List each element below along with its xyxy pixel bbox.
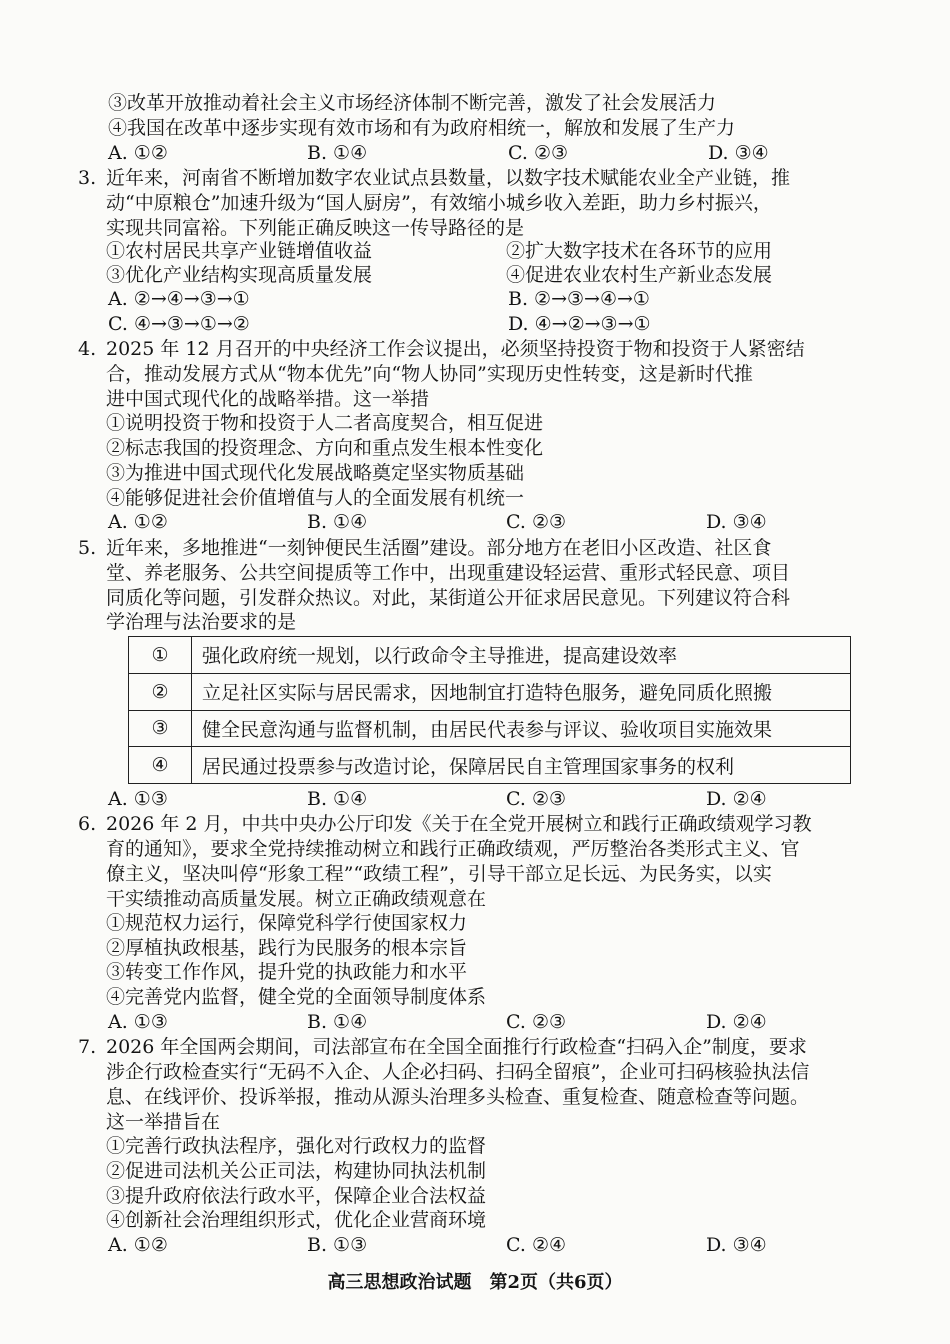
q3-item-1: ①农村居民共享产业链增值收益 xyxy=(106,240,373,262)
q3-stem-line: 动“中原粮仓”加速升级为“国人厨房”，有效缩小城乡收入差距，助力乡村振兴， xyxy=(106,192,772,214)
q5-option-c: C. ②③ xyxy=(506,788,567,810)
q7-item-4: ④创新社会治理组织形式，优化企业营商环境 xyxy=(106,1209,487,1231)
q3-item-3: ③优化产业结构实现高质量发展 xyxy=(106,264,373,286)
q6-option-a: A. ①③ xyxy=(108,1011,168,1033)
q4-option-d: D. ③④ xyxy=(706,511,767,533)
q6-stem-line: 僚主义，坚决叫停“形象工程”“政绩工程”，引导干部立足长远、为民务实，以实 xyxy=(106,863,772,885)
q7-option-c: C. ②④ xyxy=(506,1234,567,1256)
q4-option-b: B. ①④ xyxy=(307,511,368,533)
table-cell-text: 立足社区实际与居民需求，因地制宜打造特色服务，避免同质化照搬 xyxy=(192,673,851,710)
q6-option-b: B. ①④ xyxy=(307,1011,368,1033)
q7-stem-line: 涉企行政检查实行“无码不入企、人企必扫码、扫码全留痕”，企业可扫码核验执法信 xyxy=(106,1061,810,1083)
q4-item-4: ④能够促进社会价值增值与人的全面发展有机统一 xyxy=(106,487,525,509)
q2-option-a: A. ①② xyxy=(108,142,168,164)
q7-item-2: ②促进司法机关公正司法，构建协同执法机制 xyxy=(106,1160,487,1182)
q3-option-a: A. ②→④→③→① xyxy=(108,288,250,310)
page-footer: 高三思想政治试题 第2页（共6页） xyxy=(327,1272,623,1293)
q6-item-4: ④完善党内监督，健全党的全面领导制度体系 xyxy=(106,986,487,1008)
q4-item-1: ①说明投资于物和投资于人二者高度契合，相互促进 xyxy=(106,412,544,434)
q5-suggestion-table xyxy=(128,636,851,784)
q3-stem-line: 实现共同富裕。下列能正确反映这一传导路径的是 xyxy=(106,217,525,239)
q7-item-3: ③提升政府依法行政水平，保障企业合法权益 xyxy=(106,1185,487,1207)
q4-option-c: C. ②③ xyxy=(506,511,567,533)
q5-option-d: D. ②④ xyxy=(706,788,767,810)
q7-option-b: B. ①③ xyxy=(307,1234,368,1256)
table-cell-text: 居民通过投票参与改造讨论，保障居民自主管理国家事务的权利 xyxy=(192,747,851,784)
q5-number: 5. xyxy=(78,537,97,559)
q7-option-a: A. ①② xyxy=(108,1234,168,1256)
q6-item-3: ③转变工作作风，提升党的执政能力和水平 xyxy=(106,961,468,983)
q6-stem-line: 干实绩推动高质量发展。树立正确政绩观意在 xyxy=(106,888,487,910)
q4-option-a: A. ①② xyxy=(108,511,168,533)
q5-stem-line: 堂、养老服务、公共空间提质等工作中，出现重建设轻运营、重形式轻民意、项目 xyxy=(106,562,791,584)
q6-option-c: C. ②③ xyxy=(506,1011,567,1033)
q4-stem-line: 2025 年 12 月召开的中央经济工作会议提出，必须坚持投资于物和投资于人紧密结 xyxy=(106,338,805,360)
q6-number: 6. xyxy=(78,813,97,835)
table-cell-number: ③ xyxy=(129,710,192,747)
table-cell-number: ① xyxy=(129,637,192,674)
q6-stem-line: 育的通知》，要求全党持续推动树立和践行正确政绩观，严厉整治各类形式主义、官 xyxy=(106,838,800,860)
table-row xyxy=(129,673,851,710)
table-cell-text: 健全民意沟通与监督机制，由居民代表参与评议、验收项目实施效果 xyxy=(192,710,851,747)
q5-option-a: A. ①③ xyxy=(108,788,168,810)
q3-item-4: ④促进农业农村生产新业态发展 xyxy=(506,264,773,286)
table-cell-number: ④ xyxy=(129,747,192,784)
table-cell-number: ② xyxy=(129,673,192,710)
q7-stem-line: 息、在线评价、投诉举报，推动从源头治理多头检查、重复检查、随意检查等问题。 xyxy=(106,1086,810,1108)
table-row xyxy=(129,747,851,784)
q3-stem-line: 近年来，河南省不断增加数字农业试点县数量，以数字技术赋能农业全产业链，推 xyxy=(106,167,791,189)
q4-item-2: ②标志我国的投资理念、方向和重点发生根本性变化 xyxy=(106,437,544,459)
q4-number: 4. xyxy=(78,338,97,360)
q5-stem-line: 学治理与法治要求的是 xyxy=(106,611,297,633)
q2-option-b: B. ①④ xyxy=(307,142,368,164)
q3-option-d: D. ④→②→③→① xyxy=(508,313,651,335)
q6-stem-line: 2026 年 2 月，中共中央办公厅印发《关于在全党开展树立和践行正确政绩观学习教 xyxy=(106,813,812,835)
q6-option-d: D. ②④ xyxy=(706,1011,767,1033)
q7-stem-line: 2026 年全国两会期间，司法部宣布在全国全面推行行政检查“扫码入企”制度，要求 xyxy=(106,1036,807,1058)
q3-option-c: C. ④→③→①→② xyxy=(108,313,250,335)
q2-option-c: C. ②③ xyxy=(508,142,569,164)
q2-item-4: ④我国在改革中逐步实现有效市场和有为政府相统一，解放和发展了生产力 xyxy=(108,117,736,139)
q7-item-1: ①完善行政执法程序，强化对行政权力的监督 xyxy=(106,1135,487,1157)
q3-item-2: ②扩大数字技术在各环节的应用 xyxy=(506,240,773,262)
q3-number: 3. xyxy=(78,167,97,189)
q2-option-d: D. ③④ xyxy=(708,142,769,164)
table-row xyxy=(129,710,851,747)
table-row xyxy=(129,637,851,674)
table-cell-text: 强化政府统一规划，以行政命令主导推进，提高建设效率 xyxy=(192,637,851,674)
q5-stem-line: 同质化等问题，引发群众热议。对此，某街道公开征求居民意见。下列建议符合科 xyxy=(106,587,791,609)
q7-stem-line: 这一举措旨在 xyxy=(106,1111,221,1133)
q2-item-3: ③改革开放推动着社会主义市场经济体制不断完善，激发了社会发展活力 xyxy=(108,92,717,114)
q4-stem-line: 进中国式现代化的战略举措。这一举措 xyxy=(106,388,430,410)
q3-option-b: B. ②→③→④→① xyxy=(508,288,650,310)
q4-stem-line: 合，推动发展方式从“物本优先”向“物人协同”实现历史性转变，这是新时代推 xyxy=(106,363,753,385)
q5-option-b: B. ①④ xyxy=(307,788,368,810)
q5-stem-line: 近年来，多地推进“一刻钟便民生活圈”建设。部分地方在老旧小区改造、社区食 xyxy=(106,537,772,559)
q7-option-d: D. ③④ xyxy=(706,1234,767,1256)
q6-item-2: ②厚植执政根基，践行为民服务的根本宗旨 xyxy=(106,937,468,959)
q7-number: 7. xyxy=(78,1036,97,1058)
q6-item-1: ①规范权力运行，保障党科学行使国家权力 xyxy=(106,912,468,934)
q4-item-3: ③为推进中国式现代化发展战略奠定坚实物质基础 xyxy=(106,462,525,484)
